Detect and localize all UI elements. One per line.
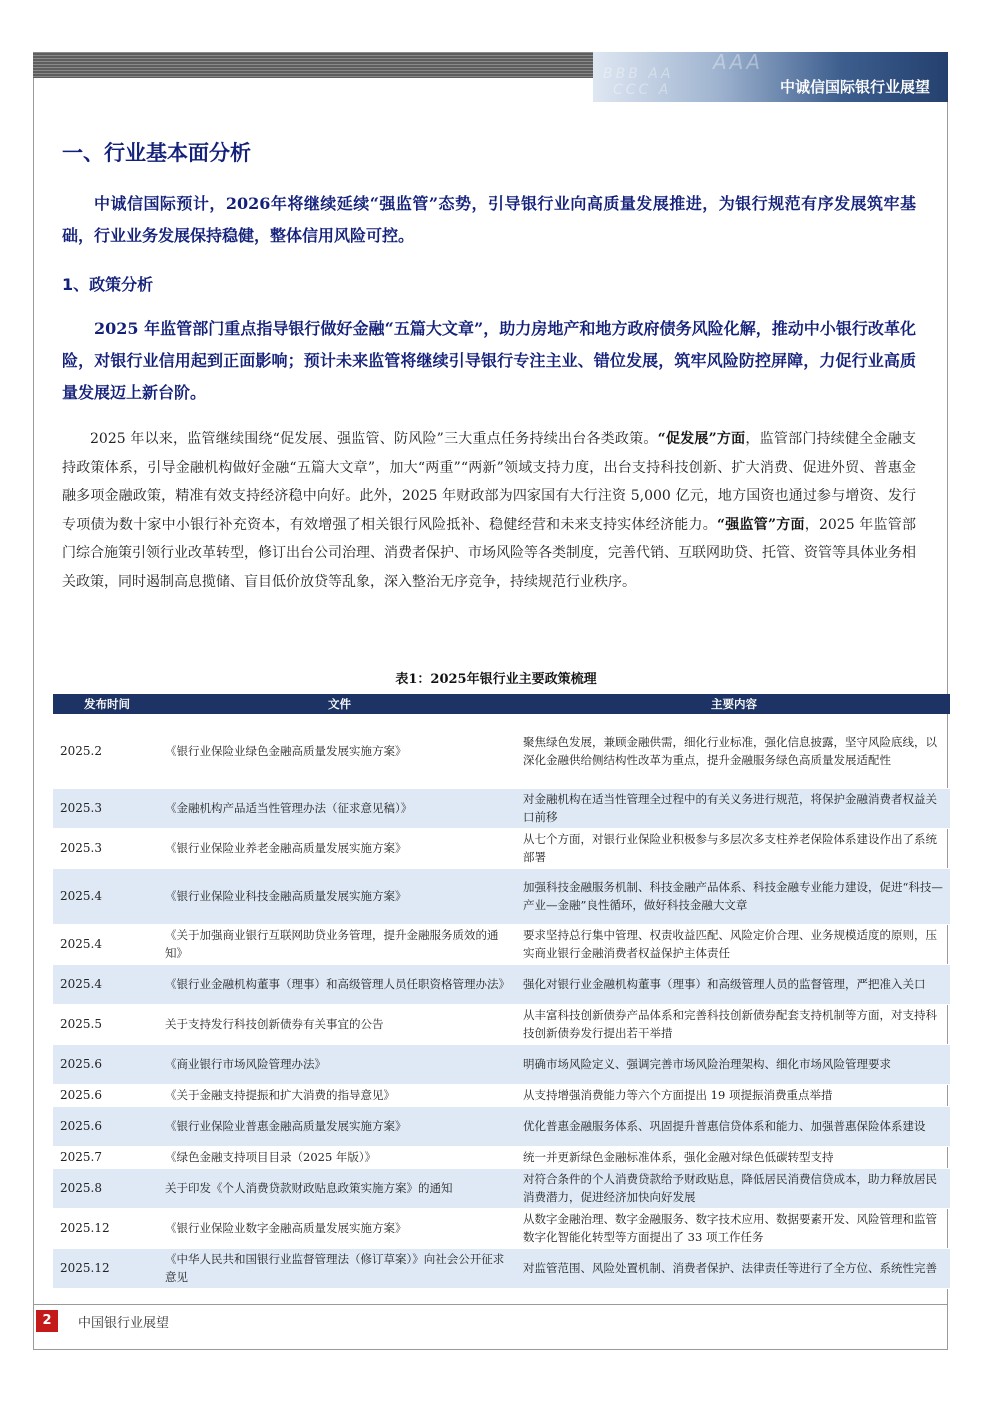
- table-row: [53, 1208, 950, 1248]
- cell-content: 从数字金融治理、数字金融服务、数字技术应用、数据要素开发、风险管理和监管数字化智能化转型等方面提出了 33 项工作任务: [518, 1208, 950, 1248]
- cell-date: 2025.8: [53, 1168, 161, 1208]
- cell-document: 《中华人民共和国银行业监督管理法（修订草案）》向社会公开征求意见: [161, 1248, 518, 1288]
- body-bold-segment: “强监管”方面: [716, 516, 805, 533]
- table-row: [53, 1248, 950, 1288]
- table-row: [53, 868, 950, 924]
- cell-date: 2025.6: [53, 1044, 161, 1084]
- cell-document: 《关于金融支持提振和扩大消费的指导意见》: [161, 1084, 518, 1106]
- subsection-heading: 1、政策分析: [62, 275, 154, 294]
- cell-date: 2025.12: [53, 1208, 161, 1248]
- cell-content: 加强科技金融服务机制、科技金融产品体系、科技金融专业能力建设，促进“科技—产业—金融”良性循环，做好科技金融大文章: [518, 868, 950, 924]
- column-header: 发布时间: [53, 694, 161, 714]
- banner-deco-text: BBB AA: [603, 66, 674, 82]
- cell-content: 对金融机构在适当性管理全过程中的有关义务进行规范，将保护金融消费者权益关口前移: [518, 788, 950, 828]
- table-row: [53, 1084, 950, 1106]
- table-row: [53, 1168, 950, 1208]
- cell-document: 《银行业保险业养老金融高质量发展实施方案》: [161, 828, 518, 868]
- cell-content: 从七个方面，对银行业保险业积极参与多层次多支柱养老保险体系建设作出了系统部署: [518, 828, 950, 868]
- body-bold-segment: “促发展”方面: [657, 431, 746, 447]
- cell-date: 2025.3: [53, 828, 161, 868]
- header-title: 中诚信国际银行业展望: [779, 78, 930, 96]
- section-heading: 一、行业基本面分析: [62, 141, 251, 165]
- cell-document: 《关于加强商业银行互联网助贷业务管理，提升金融服务质效的通知》: [161, 924, 518, 964]
- table-caption: 表1：2025年银行业主要政策梳理: [395, 672, 597, 687]
- cell-date: 2025.4: [53, 964, 161, 1004]
- cell-date: 2025.6: [53, 1084, 161, 1106]
- cell-content: 明确市场风险定义、强调完善市场风险治理架构、细化市场风险管理要求: [518, 1044, 950, 1084]
- cell-document: 《银行业金融机构董事（理事）和高级管理人员任职资格管理办法》: [161, 964, 518, 1004]
- cell-content: 要求坚持总行集中管理、权责收益匹配、风险定价合理、业务规模适度的原则，压实商业银行金融消费者权益保护主体责任: [518, 924, 950, 964]
- cell-document: 《银行业保险业普惠金融高质量发展实施方案》: [161, 1106, 518, 1146]
- cell-date: 2025.6: [53, 1106, 161, 1146]
- banner-deco-text: AAA: [713, 52, 764, 74]
- policy-table: [53, 694, 950, 1289]
- cell-content: 优化普惠金融服务体系、巩固提升普惠信贷体系和能力、加强普惠保险体系建设: [518, 1106, 950, 1146]
- footer-text: 中国银行业展望: [78, 1316, 170, 1331]
- cell-document: 关于印发《个人消费贷款财政贴息政策实施方案》的通知: [161, 1168, 518, 1208]
- cell-document: 关于支持发行科技创新债券有关事宜的公告: [161, 1004, 518, 1044]
- cell-content: 统一并更新绿色金融标准体系，强化金融对绿色低碳转型支持: [518, 1146, 950, 1168]
- table-row: [53, 714, 950, 788]
- header-banner: [593, 52, 948, 102]
- cell-content: 强化对银行业金融机构董事（理事）和高级管理人员的监督管理，严把准入关口: [518, 964, 950, 1004]
- cell-document: 《金融机构产品适当性管理办法（征求意见稿）》: [161, 788, 518, 828]
- cell-document: 《绿色金融支持项目目录（2025 年版）》: [161, 1146, 518, 1168]
- body-paragraph: [62, 425, 916, 596]
- body-text-segment: ，监管部门持续健全金融支持政策体系，引导金融机构做好金融“五篇大文章”，加大“两重”“两新”领域支持力度，出台支持科技创新、扩大消费、促进外贸、普惠金融多项金融政策，精准有效支持经济稳中向好。此外，2025 年财政部为四家国有大行注资 5,000 亿元，地方国资也通过参与增资、发行专项债为数十家中小银行补充资本，有效增强了相关银行风险抵补、稳健经营和未来支持实体经济能力。: [62, 431, 916, 533]
- table-header-row: [53, 694, 950, 714]
- table-row: [53, 964, 950, 1004]
- subsection-lead: 2025 年监管部门重点指导银行做好金融“五篇大文章”，助力房地产和地方政府债务风险化解，推动中小银行改革化险，对银行业信用起到正面影响；预计未来监管将继续引导银行专注主业、错位发展，筑牢风险防控屏障，力促行业高质量发展迈上新台阶。: [62, 319, 916, 402]
- cell-content: 对监管范围、风险处置机制、消费者保护、法律责任等进行了全方位、系统性完善: [518, 1248, 950, 1288]
- cell-date: 2025.2: [53, 714, 161, 788]
- table-row: [53, 924, 950, 964]
- cell-date: 2025.7: [53, 1146, 161, 1168]
- cell-document: 《银行业保险业数字金融高质量发展实施方案》: [161, 1208, 518, 1248]
- cell-date: 2025.4: [53, 924, 161, 964]
- section-lead: 中诚信国际预计，2026年将继续延续“强监管”态势，引导银行业向高质量发展推进，为银行规范有序发展筑牢基础，行业业务发展保持稳健，整体信用风险可控。: [62, 194, 916, 245]
- table-row: [53, 1146, 950, 1168]
- body-text-segment: 2025 年以来，监管继续围绕“促发展、强监管、防风险”三大重点任务持续出台各类政策。: [90, 431, 658, 447]
- cell-content: 对符合条件的个人消费贷款给予财政贴息，降低居民消费信贷成本，助力释放居民消费潜力，促进经济加快向好发展: [518, 1168, 950, 1208]
- cell-content: 聚焦绿色发展，兼顾金融供需，细化行业标准，强化信息披露，坚守风险底线，以深化金融供给侧结构性改革为重点，提升金融服务绿色高质量发展适配性: [518, 714, 950, 788]
- table-row: [53, 1106, 950, 1146]
- cell-date: 2025.4: [53, 868, 161, 924]
- cell-date: 2025.3: [53, 788, 161, 828]
- header-stripe: [33, 52, 593, 78]
- cell-document: 《银行业保险业绿色金融高质量发展实施方案》: [161, 714, 518, 788]
- column-header: 主要内容: [518, 694, 950, 714]
- table-row: [53, 788, 950, 828]
- cell-content: 从丰富科技创新债券产品体系和完善科技创新债券配套支持机制等方面，对支持科技创新债券发行提出若干举措: [518, 1004, 950, 1044]
- table-body: [53, 714, 950, 1288]
- table-row: [53, 1004, 950, 1044]
- cell-document: 《商业银行市场风险管理办法》: [161, 1044, 518, 1084]
- column-header: 文件: [161, 694, 518, 714]
- banner-deco-text: CCC A: [613, 82, 672, 98]
- cell-document: 《银行业保险业科技金融高质量发展实施方案》: [161, 868, 518, 924]
- cell-date: 2025.12: [53, 1248, 161, 1288]
- body-text-segment: ，2025 年监管部门综合施策引领行业改革转型，修订出台公司治理、消费者保护、市场风险等各类制度，完善代销、互联网助贷、托管、资管等具体业务相关政策，同时遏制高息揽储、盲目低价放贷等乱象，深入整治无序竞争，持续规范行业秩序。: [62, 516, 917, 590]
- cell-content: 从支持增强消费能力等六个方面提出 19 项提振消费重点举措: [518, 1084, 950, 1106]
- cell-date: 2025.5: [53, 1004, 161, 1044]
- page-number: 2: [36, 1310, 58, 1332]
- table-row: [53, 1044, 950, 1084]
- footer-divider: [33, 1304, 948, 1305]
- table-row: [53, 828, 950, 868]
